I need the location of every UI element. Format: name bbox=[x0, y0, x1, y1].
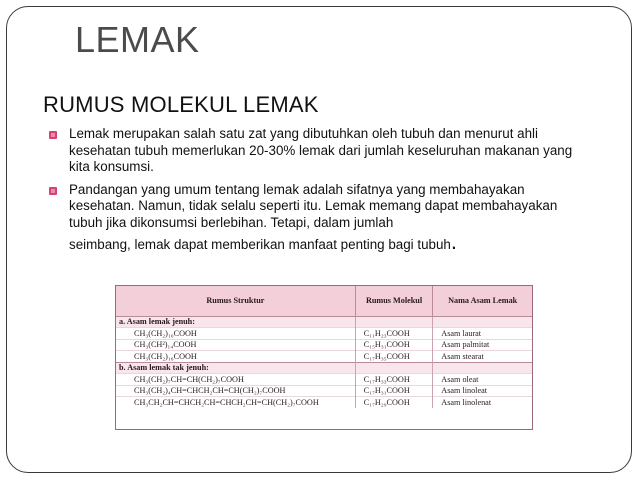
group-label: b. Asam lemak tak jenuh: bbox=[116, 362, 355, 374]
bullet-text: Lemak merupakan salah satu zat yang dibutuhkan oleh tubuh dan menurut ahli kesehatan tubuh memerlukan 20-30% lemak dari jumlah keseluruhan makanan yang kita konsumsi. bbox=[69, 126, 573, 174]
table-group-row bbox=[116, 316, 532, 328]
table-row bbox=[116, 385, 532, 397]
bullet-square-icon bbox=[49, 187, 57, 195]
bullet-text: Pandangan yang umum tentang lemak adalah sifatnya yang membahayakan kesehatan. Namun, tidak selalu seperti itu. Lemak memang dapat membahayakan tubuh jika dikonsumsi berlebihan. Tetapi, dalam jumlah bbox=[69, 181, 558, 230]
cell-molekul: C₁₇H₂₉COOH bbox=[355, 397, 433, 409]
fatty-acid-table-grid bbox=[116, 286, 532, 408]
slide-title: LEMAK bbox=[75, 19, 200, 60]
cell-nama: Asam laurat bbox=[433, 328, 532, 340]
slide-frame bbox=[6, 6, 632, 473]
cell-struktur: CH₃(CH₂)₇CH=CH(CH₂)₇COOH bbox=[116, 374, 355, 386]
bullet-last-line-text: seimbang, lemak dapat memberikan manfaat penting bagi tubuh bbox=[69, 237, 451, 252]
cell-molekul: C₁₅H₃₁COOH bbox=[355, 339, 433, 351]
cell-struktur: CH₃(CH₂)₁₀COOH bbox=[116, 328, 355, 340]
cell-nama: Asam oleat bbox=[433, 374, 532, 386]
header-rumus-molekul: Rumus Molekul bbox=[355, 286, 433, 316]
cell-struktur: CH₃(CH²)₁₄COOH bbox=[116, 339, 355, 351]
table-header-row bbox=[116, 286, 532, 316]
group-label: a. Asam lemak jenuh: bbox=[116, 316, 355, 328]
bullet-last-line bbox=[69, 229, 457, 254]
fatty-acid-table bbox=[115, 285, 533, 430]
bullet-item bbox=[47, 182, 592, 254]
bullet-end-mark: . bbox=[450, 229, 457, 254]
cell-struktur: CH₃CH₂CH=CHCH₂CH=CHCH₂CH=CH(CH₂)₇COOH bbox=[116, 397, 355, 409]
table-row bbox=[116, 351, 532, 363]
cell-molekul: C₁₇H₃₃COOH bbox=[355, 374, 433, 386]
table-row bbox=[116, 397, 532, 409]
slide-subtitle: RUMUS MOLEKUL LEMAK bbox=[43, 92, 319, 117]
cell-nama: Asam palmitat bbox=[433, 339, 532, 351]
cell-nama: Asam linolenat bbox=[433, 397, 532, 409]
header-nama-asam-lemak: Nama Asam Lemak bbox=[433, 286, 532, 316]
cell-molekul: C₁₁H₂₃COOH bbox=[355, 328, 433, 340]
cell-molekul: C₁₇H₃₁COOH bbox=[355, 385, 433, 397]
cell-molekul: C₁₇H₃₅COOH bbox=[355, 351, 433, 363]
table-row bbox=[116, 339, 532, 351]
cell-nama: Asam stearat bbox=[433, 351, 532, 363]
table-row bbox=[116, 328, 532, 340]
table-group-row bbox=[116, 362, 532, 374]
bullet-square-icon bbox=[49, 131, 57, 139]
bullet-item bbox=[47, 126, 592, 176]
table-row bbox=[116, 374, 532, 386]
bullet-list bbox=[47, 126, 592, 254]
cell-struktur: CH₃(CH₂)₁₆COOH bbox=[116, 351, 355, 363]
cell-struktur: CH₃(CH₂)₄CH=CHCH₂CH=CH(CH₂)₇COOH bbox=[116, 385, 355, 397]
header-rumus-struktur: Rumus Struktur bbox=[116, 286, 355, 316]
cell-nama: Asam linoleat bbox=[433, 385, 532, 397]
